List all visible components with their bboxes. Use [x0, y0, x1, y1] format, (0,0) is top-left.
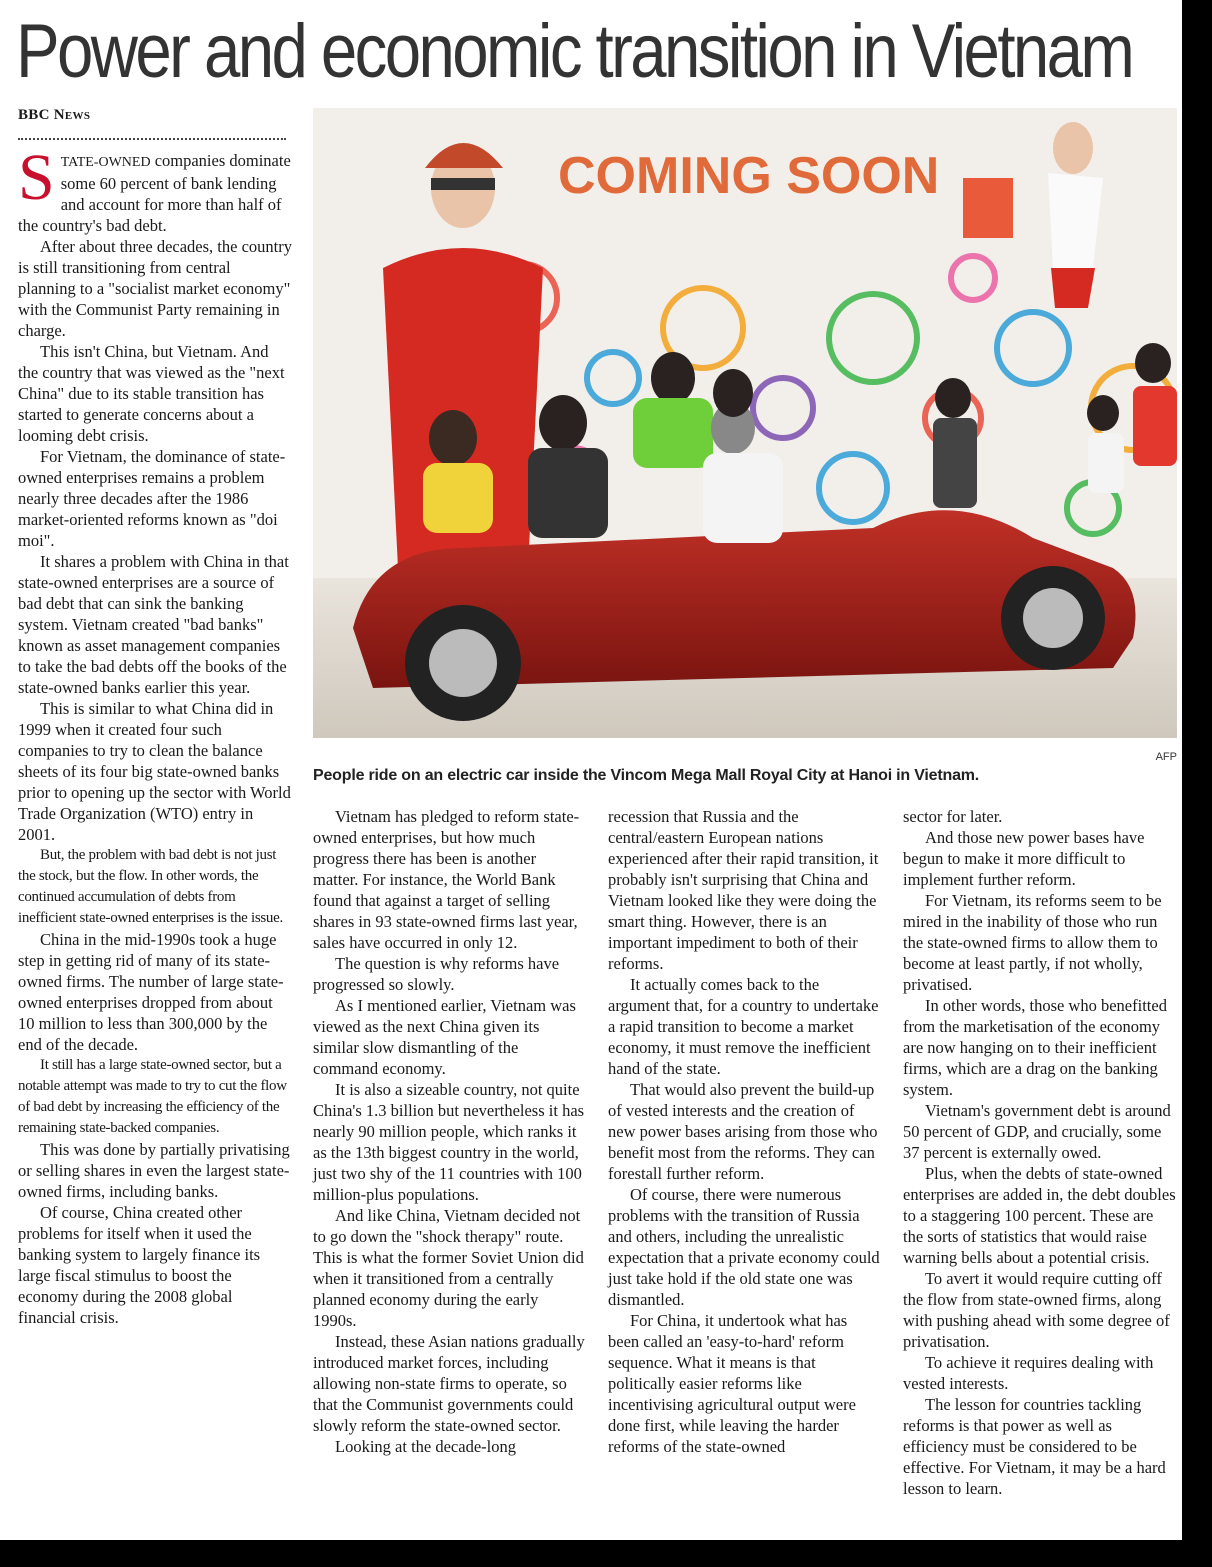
- paragraph: sector for later.: [903, 807, 1003, 826]
- paragraph: After about three decades, the country is still transitioning from central planning to a "socialist market economy" with the Communist Party remaining in charge.: [18, 237, 292, 340]
- byline-source: BBC News: [18, 107, 91, 123]
- news-photo: [313, 108, 1177, 738]
- paragraph: The question is why reforms have progressed so slowly.: [313, 954, 560, 994]
- paragraph: This was done by partially privatising or selling shares in even the largest state-owned firms, including banks.: [18, 1140, 290, 1201]
- lead-text: companies dominate some 60 percent of bank lending and account for more than half of the country's bad debt.: [18, 151, 291, 235]
- article-column-1: [18, 141, 292, 1328]
- article-column-2: [313, 806, 585, 1457]
- paragraph: To avert it would require cutting off the flow from state-owned firms, along with pushing ahead with some degree of privatisation.: [903, 1269, 1170, 1351]
- paragraph: Of course, China created other problems for itself when it used the banking system to largely finance its large fiscal stimulus to boost the economy during the 2008 global financial crisis.: [18, 1203, 261, 1327]
- paragraph: That would also prevent the build-up of vested interests and the creation of new power bases arising from those who benefit most from the reforms. They can forestall further reform.: [608, 1080, 878, 1183]
- paragraph: But, the problem with bad debt is not just the stock, but the flow. In other words, the continued accumulation of debts from inefficient state-owned enterprises is the issue.: [18, 847, 283, 926]
- paragraph: For China, it undertook what has been called an 'easy-to-hard' reform sequence. What it means is that politically easier reforms like incentivising agricultural output were done first, while leaving the harder reforms of the state-owned: [608, 1311, 856, 1456]
- paragraph: Looking at the decade-long: [335, 1437, 516, 1456]
- lead-caps: TATE-OWNED: [60, 155, 151, 170]
- paragraph: It is also a sizeable country, not quite China's 1.3 billion but nevertheless it has nearly 90 million people, which ranks it as the 13th biggest country in the world, just two shy of the 11 countries with 100 million-plus populations.: [313, 1080, 585, 1204]
- paragraph: This is similar to what China did in 1999 when it created four such companies to try to clean the balance sheets of its four big state-owned banks prior to opening up the sector with World Trade Organization (WTO) entry in 2001.: [18, 699, 291, 844]
- lead-paragraph: [18, 141, 292, 236]
- paragraph: The lesson for countries tackling reforms is that power as well as efficiency must be considered to be effective. For Vietnam, it may be a hard lesson to learn.: [903, 1395, 1166, 1498]
- paragraph: Vietnam has pledged to reform state-owned enterprises, but how much progress there has been is another matter. For instance, the World Bank found that against a target of selling shares in 93 state-owned firms last year, sales have occurred in only 12.: [313, 807, 580, 952]
- article-column-4: [903, 806, 1177, 1499]
- paragraph: In other words, those who benefitted from the marketisation of the economy are now hanging on to their inefficient firms, which are a drag on the banking system.: [903, 996, 1167, 1099]
- paragraph: For Vietnam, its reforms seem to be mired in the inability of those who run the state-owned firms to allow them to become at least partly, if not wholly, privatised.: [903, 891, 1162, 994]
- paragraph: To achieve it requires dealing with vested interests.: [903, 1353, 1154, 1393]
- drop-cap: S: [18, 141, 55, 214]
- paragraph: And those new power bases have begun to make it more difficult to implement further reform.: [903, 828, 1145, 889]
- paragraph: recession that Russia and the central/eastern European nations experienced after their rapid transition, it probably isn't surprising that China and Vietnam looked like they were doing the smart thing. However, there is an important impediment to both of their reforms.: [608, 807, 879, 973]
- paragraph: For Vietnam, the dominance of state-owned enterprises remains a problem nearly three decades after the 1986 market-oriented reforms known as "doi moi".: [18, 447, 286, 550]
- paragraph: And like China, Vietnam decided not to go down the "shock therapy" route. This is what the former Soviet Union did when it transitioned from a centrally planned economy during the early 1990s.: [313, 1206, 584, 1330]
- headline: Power and economic transition in Vietnam: [16, 9, 1133, 94]
- paragraph: China in the mid-1990s took a huge step in getting rid of many of its state-owned firms. The number of large state-owned enterprises dropped from about 10 million to less than 300,000 by the end of the decade.: [18, 930, 284, 1054]
- dotted-divider: [18, 138, 286, 140]
- paragraph: Instead, these Asian nations gradually introduced market forces, including allowing non-state firms to operate, so that the Communist governments could slowly reform the state-owned sector.: [313, 1332, 585, 1435]
- paragraph: It still has a large state-owned sector, but a notable attempt was made to try to cut the flow of bad debt by increasing the efficiency of the remaining state-backed companies.: [18, 1057, 287, 1136]
- paragraph: It actually comes back to the argument that, for a country to undertake a rapid transition to become a market economy, it must remove the inefficient hand of the state.: [608, 975, 879, 1078]
- paragraph: Plus, when the debts of state-owned enterprises are added in, the debt doubles to a staggering 100 percent. These are the sorts of statistics that would raise warning bells about a potential crisis.: [903, 1164, 1176, 1267]
- paragraph: This isn't China, but Vietnam. And the country that was viewed as the "next China" due to its stable transition has started to generate concerns about a looming debt crisis.: [18, 342, 285, 445]
- article-column-3: [608, 806, 880, 1457]
- paragraph: As I mentioned earlier, Vietnam was viewed as the next China given its similar slow dismantling of the command economy.: [313, 996, 576, 1078]
- paragraph: Vietnam's government debt is around 50 percent of GDP, and crucially, some 37 percent is externally owed.: [903, 1101, 1171, 1162]
- banner-coming-soon: COMING SOON: [558, 147, 940, 205]
- paragraph: Of course, there were numerous problems with the transition of Russia and others, including the unrealistic expectation that a private economy could just take hold if the old state one was dismantled.: [608, 1185, 880, 1309]
- photo-credit: AFP: [1155, 751, 1177, 763]
- photo-caption: People ride on an electric car inside the Vincom Mega Mall Royal City at Hanoi in Vietnam.: [313, 767, 980, 784]
- paragraph: It shares a problem with China in that state-owned enterprises are a source of bad debt that can sink the banking system. Vietnam created "bad banks" known as asset management companies to take the bad debts off the books of the state-owned banks earlier this year.: [18, 552, 289, 697]
